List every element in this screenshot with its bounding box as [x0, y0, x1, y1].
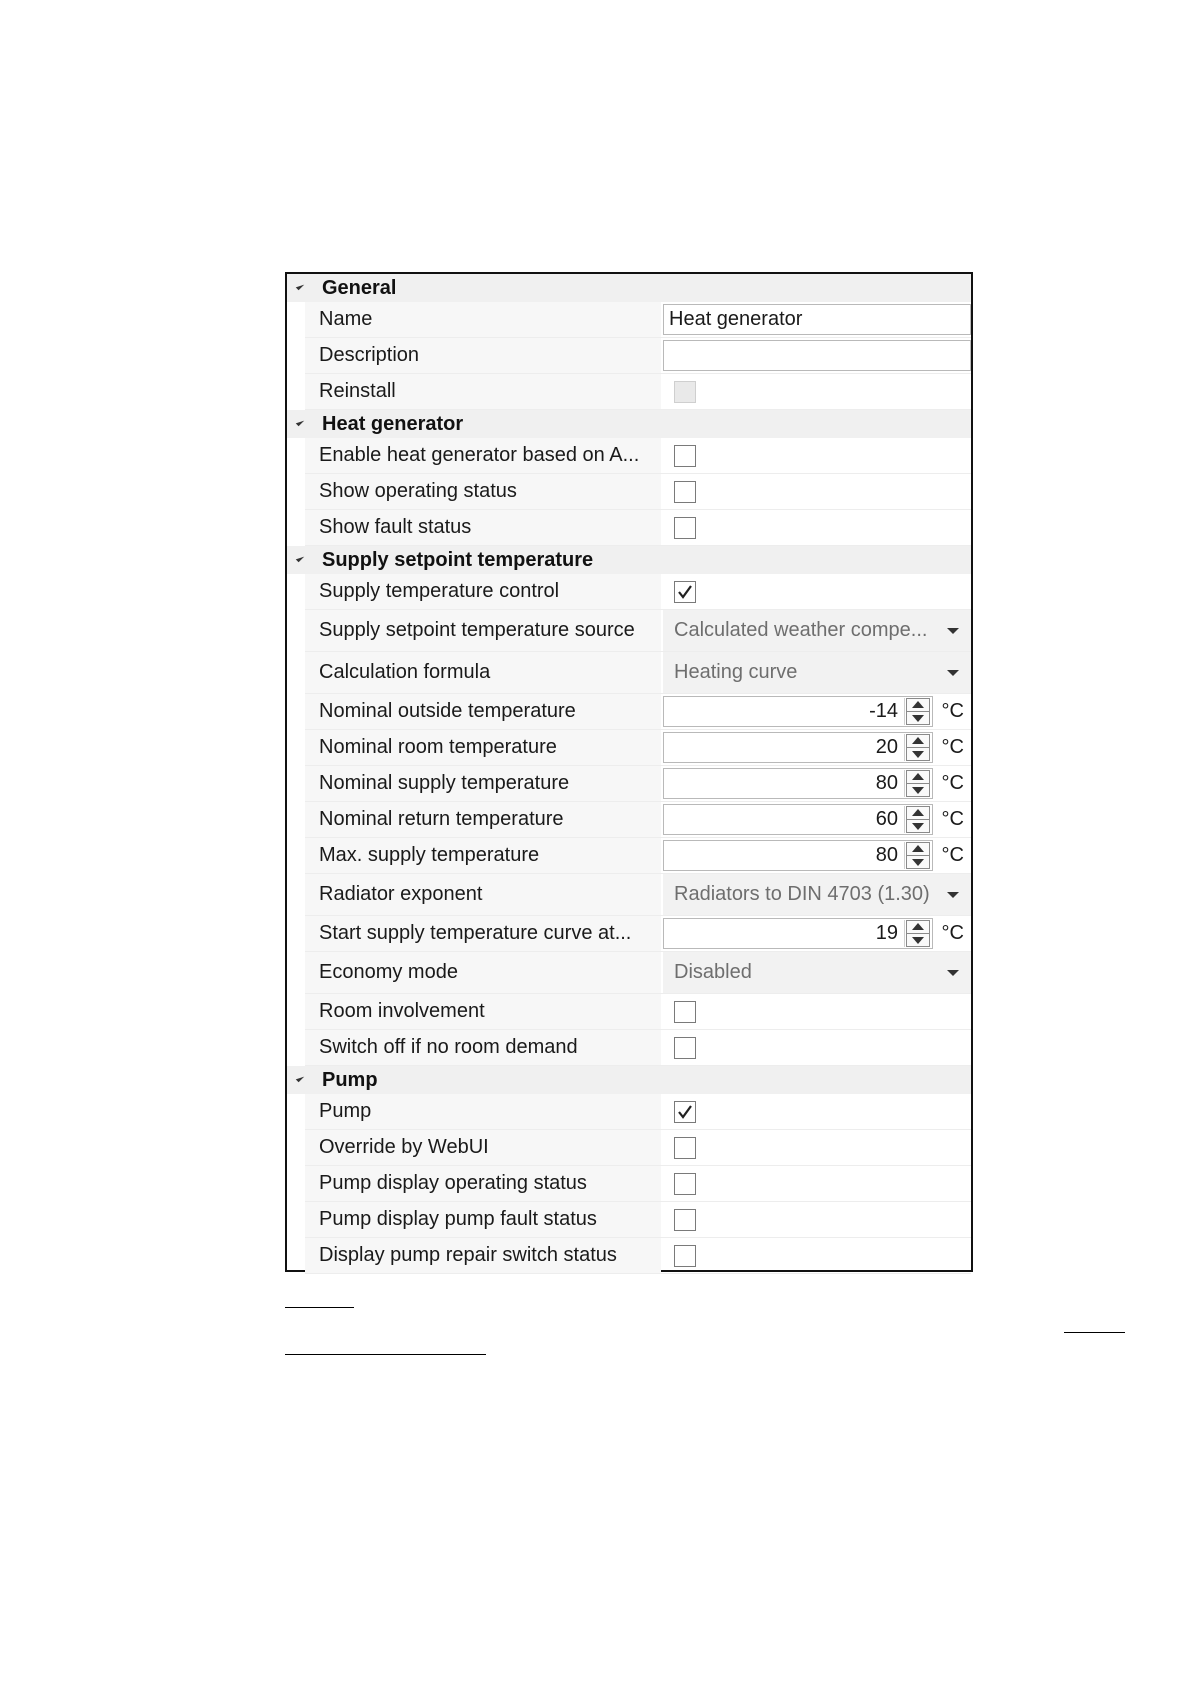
property-row — [305, 802, 971, 838]
arrow-up-icon — [912, 809, 924, 816]
arrow-down-icon — [912, 715, 924, 722]
property-row — [305, 766, 971, 802]
decrement-button[interactable] — [906, 933, 930, 947]
enable-heat-generator-based-on-a-checkbox[interactable] — [674, 445, 696, 467]
arrow-down-icon — [912, 787, 924, 794]
property-value — [663, 1094, 971, 1129]
property-label: Max. supply temperature — [305, 838, 661, 873]
show-operating-status-checkbox[interactable] — [674, 481, 696, 503]
description-field[interactable] — [663, 340, 971, 371]
property-value — [663, 952, 971, 993]
property-label: Description — [305, 338, 661, 373]
property-row — [305, 574, 971, 610]
property-value — [663, 302, 971, 337]
stepper-value[interactable]: 60 — [875, 808, 898, 830]
nominal-room-temperature-stepper[interactable] — [663, 732, 933, 763]
calculation-formula-dropdown[interactable] — [663, 652, 971, 693]
switch-off-if-no-room-demand-checkbox[interactable] — [674, 1037, 696, 1059]
property-value — [663, 510, 971, 545]
property-row — [305, 438, 971, 474]
stepper-value[interactable]: 20 — [875, 736, 898, 758]
pump-checkbox[interactable] — [674, 1101, 696, 1123]
nominal-return-temperature-stepper[interactable] — [663, 804, 933, 835]
property-label: Show operating status — [305, 474, 661, 509]
stepper-buttons — [904, 842, 931, 869]
increment-button[interactable] — [906, 734, 930, 747]
stepper-value[interactable]: 19 — [875, 922, 898, 944]
property-row — [305, 1030, 971, 1066]
property-label: Override by WebUI — [305, 1130, 661, 1165]
arrow-up-icon — [912, 737, 924, 744]
property-value — [663, 1030, 971, 1065]
unit-label: °C — [941, 700, 964, 722]
collapse-arrow-icon[interactable] — [296, 1074, 304, 1082]
link-underline-1[interactable] — [285, 1307, 354, 1308]
supply-setpoint-temperature-source-dropdown[interactable] — [663, 610, 971, 651]
chevron-down-icon[interactable] — [947, 628, 959, 634]
chevron-down-icon[interactable] — [947, 892, 959, 898]
section-header-supply-setpoint-temperature[interactable] — [287, 546, 971, 574]
collapse-arrow-icon[interactable] — [296, 418, 304, 426]
property-label: Radiator exponent — [305, 874, 661, 915]
decrement-button[interactable] — [906, 747, 930, 761]
property-row — [305, 374, 971, 410]
property-row — [305, 474, 971, 510]
max-supply-temperature-stepper[interactable] — [663, 840, 933, 871]
display-pump-repair-switch-status-checkbox[interactable] — [674, 1245, 696, 1267]
stepper-buttons — [904, 920, 931, 947]
property-label: Enable heat generator based on A... — [305, 438, 661, 473]
property-row — [305, 838, 971, 874]
property-label: Switch off if no room demand — [305, 1030, 661, 1065]
show-fault-status-checkbox[interactable] — [674, 517, 696, 539]
property-label: Calculation formula — [305, 652, 661, 693]
increment-button[interactable] — [906, 770, 930, 783]
section-title: Supply setpoint temperature — [322, 549, 594, 571]
stepper-buttons — [904, 698, 931, 725]
arrow-down-icon — [912, 859, 924, 866]
stepper-buttons — [904, 770, 931, 797]
arrow-down-icon — [912, 937, 924, 944]
stepper-buttons — [904, 734, 931, 761]
property-value — [663, 1202, 971, 1237]
unit-label: °C — [941, 772, 964, 794]
property-value — [663, 374, 971, 409]
collapse-arrow-icon[interactable] — [296, 282, 304, 290]
property-value — [663, 574, 971, 609]
property-row — [305, 730, 971, 766]
increment-button[interactable] — [906, 698, 930, 711]
decrement-button[interactable] — [906, 783, 930, 797]
chevron-down-icon[interactable] — [947, 670, 959, 676]
section-header-pump[interactable] — [287, 1066, 971, 1094]
property-value — [663, 766, 971, 801]
property-label: Pump display pump fault status — [305, 1202, 661, 1237]
unit-label: °C — [941, 808, 964, 830]
property-grid — [285, 272, 973, 1272]
decrement-button[interactable] — [906, 711, 930, 725]
property-value — [663, 874, 971, 915]
reinstall-checkbox — [674, 381, 696, 403]
economy-mode-dropdown[interactable] — [663, 952, 971, 993]
property-row — [305, 1130, 971, 1166]
property-row — [305, 302, 971, 338]
property-row — [305, 1166, 971, 1202]
property-label: Economy mode — [305, 952, 661, 993]
property-label: Display pump repair switch status — [305, 1238, 661, 1273]
nominal-outside-temperature-stepper[interactable] — [663, 696, 933, 727]
arrow-up-icon — [912, 701, 924, 708]
property-row — [305, 652, 971, 694]
property-value — [663, 652, 971, 693]
arrow-up-icon — [912, 773, 924, 780]
checkmark-icon — [677, 1104, 693, 1120]
property-value — [663, 694, 971, 729]
property-value — [663, 1130, 971, 1165]
arrow-up-icon — [912, 923, 924, 930]
property-row — [305, 994, 971, 1030]
section-title: Pump — [322, 1069, 378, 1091]
increment-button[interactable] — [906, 920, 930, 933]
property-row — [305, 1094, 971, 1130]
property-value — [663, 838, 971, 873]
property-label: Supply temperature control — [305, 574, 661, 609]
section-header-heat-generator[interactable] — [287, 410, 971, 438]
property-label: Pump — [305, 1094, 661, 1129]
link-underline-2[interactable] — [1064, 1332, 1125, 1333]
decrement-button[interactable] — [906, 855, 930, 869]
section-title: General — [322, 277, 397, 299]
override-by-webui-checkbox[interactable] — [674, 1137, 696, 1159]
arrow-up-icon — [912, 845, 924, 852]
dropdown-value: Disabled — [674, 961, 752, 983]
property-row — [305, 694, 971, 730]
room-involvement-checkbox[interactable] — [674, 1001, 696, 1023]
link-underline-3[interactable] — [285, 1354, 486, 1355]
property-value — [663, 1166, 971, 1201]
property-label: Pump display operating status — [305, 1166, 661, 1201]
increment-button[interactable] — [906, 842, 930, 855]
decrement-button[interactable] — [906, 819, 930, 833]
property-label: Nominal room temperature — [305, 730, 661, 765]
property-label: Supply setpoint temperature source — [305, 610, 661, 651]
stepper-value[interactable]: 80 — [875, 772, 898, 794]
property-row — [305, 874, 971, 916]
stepper-value[interactable]: -14 — [869, 700, 898, 722]
pump-display-operating-status-checkbox[interactable] — [674, 1173, 696, 1195]
dropdown-value: Calculated weather compe... — [674, 619, 928, 641]
pump-display-pump-fault-status-checkbox[interactable] — [674, 1209, 696, 1231]
property-value — [663, 338, 971, 373]
section-header-general[interactable] — [287, 274, 971, 302]
dropdown-value: Heating curve — [674, 661, 798, 683]
property-row — [305, 610, 971, 652]
property-row — [305, 952, 971, 994]
property-label: Show fault status — [305, 510, 661, 545]
property-value — [663, 438, 971, 473]
unit-label: °C — [941, 844, 964, 866]
property-label: Nominal outside temperature — [305, 694, 661, 729]
arrow-down-icon — [912, 823, 924, 830]
arrow-down-icon — [912, 751, 924, 758]
radiator-exponent-dropdown[interactable] — [663, 874, 971, 915]
property-value — [663, 916, 971, 951]
stepper-buttons — [904, 806, 931, 833]
nominal-supply-temperature-stepper[interactable] — [663, 768, 933, 799]
property-value — [663, 802, 971, 837]
property-value — [663, 1238, 971, 1273]
dropdown-value: Radiators to DIN 4703 (1.30) — [674, 883, 930, 905]
property-row — [305, 338, 971, 374]
collapse-arrow-icon[interactable] — [296, 554, 304, 562]
name-field[interactable]: Heat generator — [663, 304, 971, 335]
property-value — [663, 610, 971, 651]
property-label: Start supply temperature curve at... — [305, 916, 661, 951]
property-value — [663, 994, 971, 1029]
increment-button[interactable] — [906, 806, 930, 819]
unit-label: °C — [941, 736, 964, 758]
section-title: Heat generator — [322, 413, 464, 435]
start-supply-temperature-curve-at-stepper[interactable] — [663, 918, 933, 949]
chevron-down-icon[interactable] — [947, 970, 959, 976]
property-row — [305, 510, 971, 546]
property-label: Reinstall — [305, 374, 661, 409]
property-label: Room involvement — [305, 994, 661, 1029]
unit-label: °C — [941, 922, 964, 944]
checkmark-icon — [677, 584, 693, 600]
property-row — [305, 1238, 971, 1274]
property-value — [663, 730, 971, 765]
property-value — [663, 474, 971, 509]
stepper-value[interactable]: 80 — [875, 844, 898, 866]
supply-temperature-control-checkbox[interactable] — [674, 581, 696, 603]
property-label: Name — [305, 302, 661, 337]
property-label: Nominal supply temperature — [305, 766, 661, 801]
property-label: Nominal return temperature — [305, 802, 661, 837]
property-row — [305, 916, 971, 952]
property-row — [305, 1202, 971, 1238]
